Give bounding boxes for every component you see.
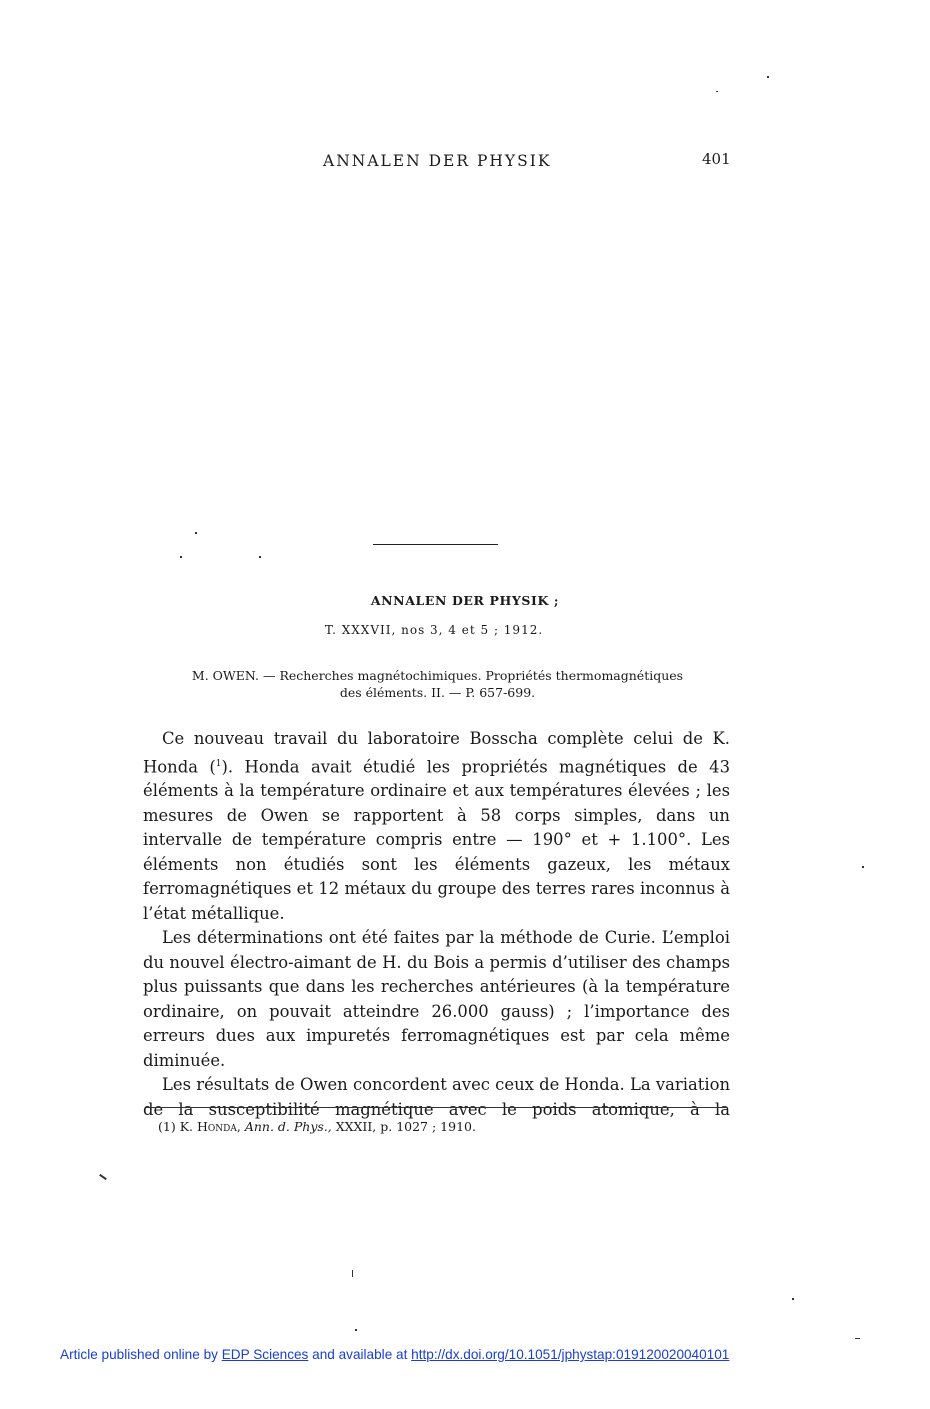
- footnote-ref-text: XXXII, p. 1027 ; 1910.: [335, 1119, 476, 1134]
- article-heading: [150, 667, 725, 701]
- scan-speck: [792, 1298, 794, 1300]
- journal-heading: ANNALEN DER PHYSIK ;: [370, 593, 560, 608]
- section-divider: [373, 544, 498, 545]
- article-title-line1: Recherches magnétochimiques. Propriétés thermomagnétiques: [279, 668, 684, 683]
- footnote-author: K. Honda,: [179, 1119, 241, 1134]
- footnote-ref: 1: [215, 758, 222, 769]
- article-author: M. OWEN.: [191, 668, 259, 683]
- article-dash: —: [262, 668, 276, 683]
- body-text: [143, 727, 730, 1122]
- scan-speck: [180, 556, 182, 558]
- doi-link[interactable]: http://dx.doi.org/10.1051/jphystap:019120020040101: [411, 1347, 730, 1362]
- scan-speck: [855, 1338, 860, 1339]
- footnote-divider: [146, 1107, 727, 1108]
- scan-speck: [99, 1174, 107, 1180]
- paragraph-text: Ce nouveau travail du laboratoire Bosscha complète celui de K. Honda (: [143, 729, 730, 776]
- scan-speck: [352, 1270, 353, 1277]
- scan-speck: [259, 556, 261, 558]
- footnote-journal: Ann. d. Phys.,: [244, 1119, 332, 1134]
- scan-speck: [862, 866, 864, 868]
- footnote-marker: (1): [158, 1119, 176, 1134]
- publication-credit: [60, 1347, 729, 1362]
- scan-speck: [767, 76, 769, 78]
- credit-prefix: Article published online by: [60, 1347, 218, 1362]
- running-title: ANNALEN DER PHYSIK: [323, 152, 552, 170]
- paragraph: Les déterminations ont été faites par la méthode de Curie. L’emploi du nouvel électro-aimant de H. du Bois a permis d’utiliser des champs plus puissants que dans les recherches antérieures (à la température ordinaire, on pouvait atteindre 26.000 gauss) ; l’importance des erreurs dues aux impuretés ferromagnétiques est par cela même diminuée.: [143, 928, 730, 1070]
- credit-middle: and available at: [312, 1347, 408, 1362]
- paragraph-text: ). Honda avait étudié les propriétés magnétiques de 43 éléments à la température ordinaire et aux températures élevées ; les mesures de Owen se rapportent à 58 corps simples, dans un intervalle de température compris entre — 190° et + 1.100°. Les éléments non étudiés sont les éléments gazeux, les métaux ferromagnétiques et 12 métaux du groupe des terres rares inconnus à l’état métallique.: [143, 756, 730, 923]
- footnote: [158, 1119, 476, 1134]
- volume-info: T. XXXVII, nos 3, 4 et 5 ; 1912.: [324, 623, 544, 637]
- publisher-link[interactable]: EDP Sciences: [221, 1347, 309, 1362]
- scan-speck: [195, 532, 197, 534]
- article-title-line2: des éléments. II. — P. 657-699.: [339, 685, 536, 700]
- scan-speck: [716, 91, 718, 92]
- scan-speck: [355, 1329, 357, 1331]
- page-number: 401: [702, 150, 731, 168]
- paragraph: [143, 727, 730, 926]
- paragraph: Les résultats de Owen concordent avec ceux de Honda. La variation de la susceptibilité magnétique avec le poids atomique, à la: [143, 1075, 730, 1119]
